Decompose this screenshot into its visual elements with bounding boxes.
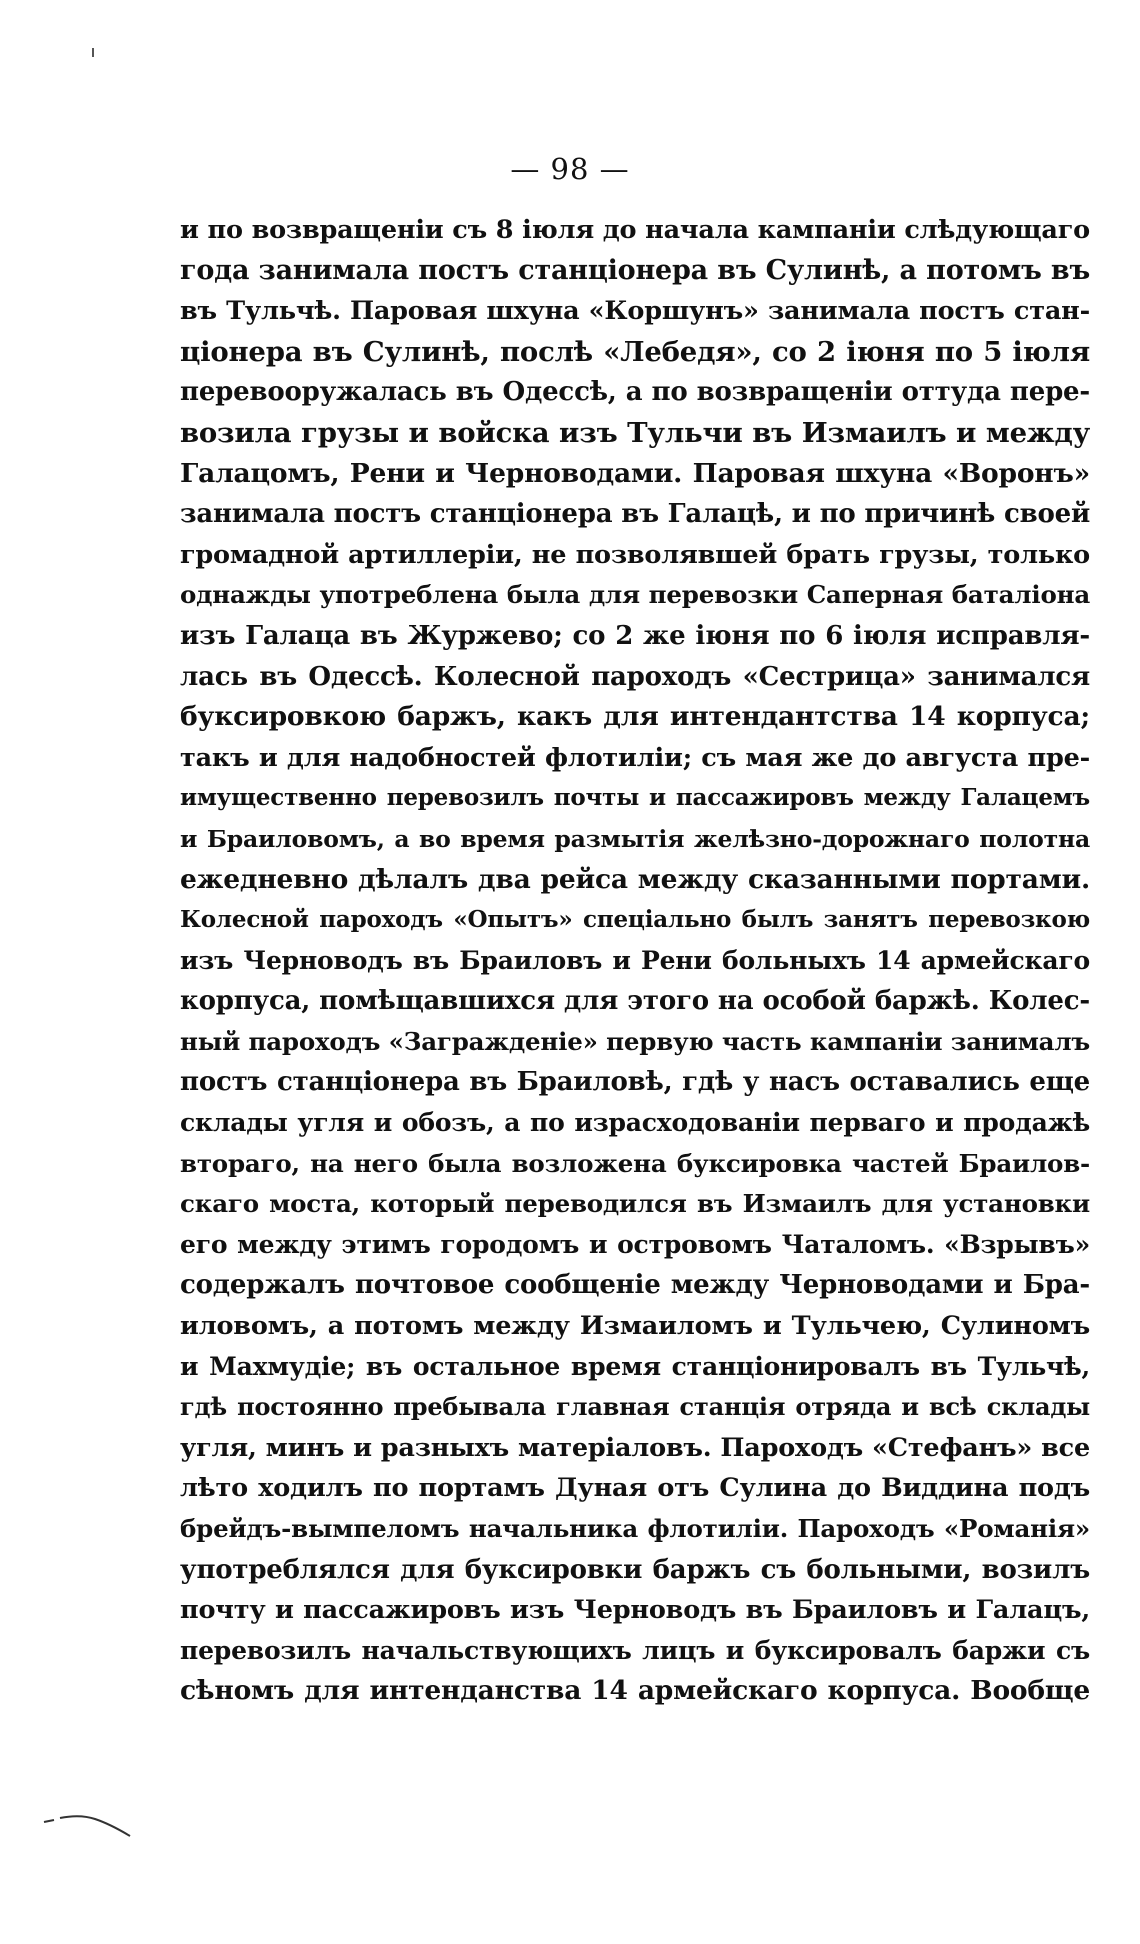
text-line: склады угля и обозъ, а по израсходованіи перваго и продажѣ (180, 1108, 1090, 1138)
text-line: брейдъ-вымпеломъ начальника флотиліи. Пароходъ «Романія» (180, 1514, 1090, 1543)
scan-mark (40, 1810, 135, 1840)
text-line: изъ Черноводъ въ Браиловъ и Рени больныхъ 14 армейскаго (180, 945, 1090, 975)
text-line: изъ Галаца въ Журжево; со 2 же іюня по 6 іюля исправля- (180, 620, 1090, 651)
text-line: ежедневно дѣлалъ два рейса между сказанными портами. (180, 863, 1090, 895)
text-line: постъ станціонера въ Браиловѣ, гдѣ у насъ оставались еще (180, 1067, 1090, 1098)
text-line: лась въ Одессѣ. Колесной пароходъ «Сестрица» занимался (180, 661, 1090, 692)
text-line: Галацомъ, Рени и Черноводами. Паровая шхуна «Воронъ» (180, 457, 1090, 489)
text-line: перевооружалась въ Одессѣ, а по возвращеніи оттуда пере- (180, 377, 1090, 408)
text-line: и Махмудіе; въ остальное время станціонировалъ въ Тульчѣ, (180, 1351, 1090, 1381)
text-line: въ Тульчѣ. Паровая шхуна «Коршунъ» занимала постъ стан- (180, 296, 1090, 327)
text-line: корпуса, помѣщавшихся для этого на особой баржѣ. Колес- (180, 986, 1090, 1017)
page-number: — 98 — (510, 152, 630, 186)
text-line: Колесной пароходъ «Опытъ» спеціально былъ занятъ перевозкою (180, 906, 1090, 934)
text-line: такъ и для надобностей флотиліи; съ мая же до августа пре- (180, 742, 1090, 773)
text-line: перевозилъ начальствующихъ лицъ и буксировалъ баржи съ (180, 1635, 1090, 1665)
text-line: возила грузы и войска изъ Тульчи въ Измаилъ и между (180, 416, 1090, 449)
text-line: лѣто ходилъ по портамъ Дуная отъ Сулина до Виддина подъ (180, 1473, 1090, 1504)
text-line: громадной артиллеріи, не позволявшей брать грузы, только (180, 539, 1090, 570)
body-text (180, 210, 1090, 1712)
text-line: занимала постъ станціонера въ Галацѣ, и по причинѣ своей (180, 499, 1091, 530)
text-line: ный пароходъ «Загражденіе» первую часть кампаніи занималъ (180, 1026, 1090, 1056)
scan-speck (92, 48, 94, 57)
text-line: почту и пассажировъ изъ Черноводъ въ Браиловъ и Галацъ, (180, 1595, 1090, 1626)
text-line: ціонера въ Сулинѣ, послѣ «Лебедя», со 2 іюня по 5 іюля (180, 335, 1090, 368)
text-line: и по возвращеніи съ 8 іюля до начала кампаніи слѣдующаго (180, 215, 1090, 245)
text-line: буксировкою баржъ, какъ для интендантства 14 корпуса; (180, 701, 1090, 733)
text-line: однажды употреблена была для перевозки Саперная баталіона (180, 580, 1090, 610)
text-line: и Браиловомъ, а во время размытія желѣзно-дорожнаго полотна (180, 824, 1090, 853)
text-line: сѣномъ для интенданства 14 армейскаго корпуса. Вообще (180, 1675, 1090, 1707)
text-line: втораго, на него была возложена буксировка частей Браилов- (180, 1148, 1090, 1178)
text-line: года занимала постъ станціонера въ Сулинѣ, а потомъ въ (180, 254, 1090, 286)
text-line: имущественно перевозилъ почты и пассажировъ между Галацемъ (180, 784, 1090, 812)
text-line: употреблялся для буксировки баржъ съ больными, возилъ (180, 1554, 1090, 1585)
text-line: его между этимъ городомъ и островомъ Чаталомъ. «Взрывъ» (180, 1229, 1090, 1259)
text-line: скаго моста, который переводился въ Измаилъ для установки (180, 1189, 1090, 1219)
text-line: содержалъ почтовое сообщеніе между Черноводами и Бра- (180, 1270, 1090, 1301)
text-line: иловомъ, а потомъ между Измаиломъ и Тульчею, Сулиномъ (180, 1311, 1090, 1342)
text-line: гдѣ постоянно пребывала главная станція отряда и всѣ склады (180, 1392, 1090, 1422)
text-line: угля, минъ и разныхъ матеріаловъ. Пароходъ «Стефанъ» все (180, 1432, 1090, 1463)
